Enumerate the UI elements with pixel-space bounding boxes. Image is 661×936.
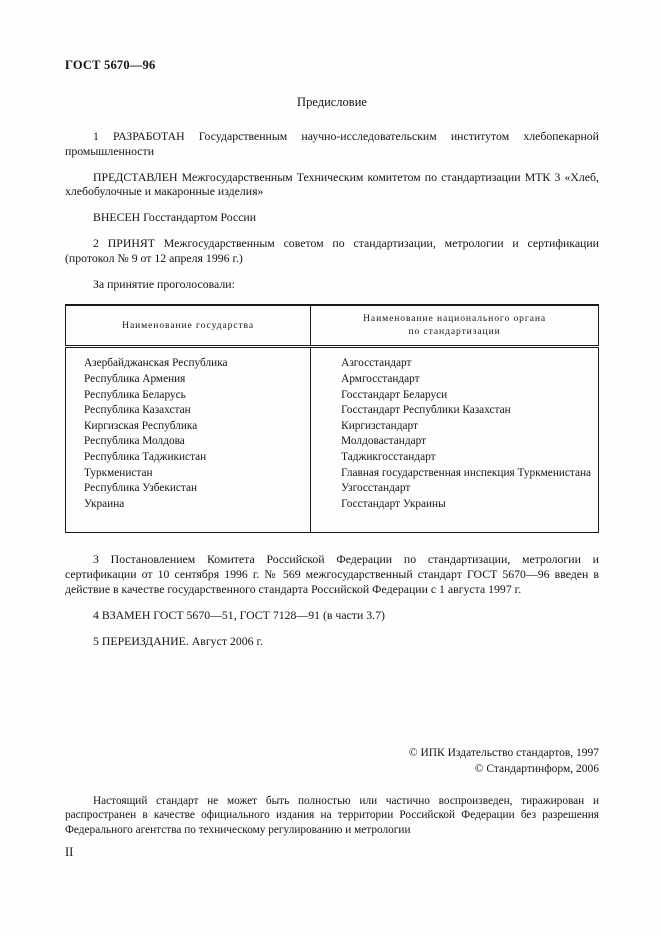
org-cell: Азгосстандарт (341, 357, 412, 370)
table-row (66, 481, 599, 497)
state-cell: Республика Беларусь (66, 388, 311, 404)
state-cell: Туркменистан (66, 466, 311, 482)
table-row (66, 497, 599, 533)
state-cell: Республика Армения (66, 372, 311, 388)
header-org-line2: по стандартизации (408, 325, 501, 337)
vote-table-header-org (311, 305, 599, 347)
table-row (66, 466, 599, 482)
org-cell: Госстандарт Беларуси (341, 388, 448, 401)
state-cell: Украина (66, 497, 311, 533)
table-row (66, 434, 599, 450)
copyright-line-2: © Стандартинформ, 2006 (474, 762, 599, 775)
org-cell: Таджикгосстандарт (341, 450, 436, 463)
state-cell: Республика Казахстан (66, 403, 311, 419)
page-content (65, 58, 599, 648)
state-cell: Республика Таджикистан (66, 450, 311, 466)
table-row (66, 347, 599, 372)
paragraph-submitted: ВНЕСЕН Госстандартом России (93, 210, 257, 225)
state-cell: Азербайджанская Республика (66, 347, 311, 372)
vote-table-header-state (66, 305, 311, 347)
table-row (66, 403, 599, 419)
restriction-note: Настоящий стандарт не может быть полностью или частично воспроизведен, тиражирован и распространен в качестве официального издания на территории Российской Федерации без разрешения Федерального агентства по техническому регулированию и метрологии (65, 794, 599, 836)
paragraph-vote-intro: За принятие проголосовали: (93, 276, 235, 291)
state-cell: Республика Узбекистан (66, 481, 311, 497)
header-state-label: Наименование государства (122, 319, 255, 331)
section-title: Предисловие (297, 95, 367, 109)
org-cell: Главная государственная инспекция Туркменистана (341, 466, 592, 479)
table-row (66, 372, 599, 388)
doc-code: ГОСТ 5670—96 (65, 58, 156, 72)
org-cell: Госстандарт Украины (341, 497, 446, 510)
paragraph-replaces: 4 ВЗАМЕН ГОСТ 5670—51, ГОСТ 7128—91 (в части 3.7) (93, 607, 385, 622)
org-cell: Госстандарт Республики Казахстан (341, 404, 511, 417)
org-cell: Армгосстандарт (341, 372, 420, 385)
org-cell: Узгосстандарт (341, 482, 411, 495)
table-row (66, 419, 599, 435)
copyright-line-1: © ИПК Издательство стандартов, 1997 (408, 747, 599, 759)
state-cell: Киргизская Республика (66, 419, 311, 435)
page-number: II (65, 845, 74, 859)
paragraph-decree: 3 Постановлением Комитета Российской Федерации по стандартизации, метрологии и сертификации от 10 сентября 1996 г. № 569 межгосударственный стандарт ГОСТ 5670—96 введен в действие в качестве государственного стандарта Российской Федерации с 1 августа 1997 г. (65, 552, 599, 596)
paragraph-adopted: 2 ПРИНЯТ Межгосударственным советом по стандартизации, метрологии и сертификации (протокол № 9 от 12 апреля 1996 г.) (65, 235, 599, 265)
copyright-block (65, 746, 599, 778)
page-footer (65, 746, 599, 837)
state-cell: Республика Молдова (66, 434, 311, 450)
paragraph-presented: ПРЕДСТАВЛЕН Межгосударственным Техническим комитетом по стандартизации МТК 3 «Хлеб, хлебобулочные и макаронные изделия» (65, 169, 599, 199)
org-cell: Молдовастандарт (341, 435, 427, 448)
vote-table (65, 304, 599, 533)
paragraph-developed: 1 РАЗРАБОТАН Государственным научно-исследовательским институтом хлебопекарной промышленности (65, 129, 599, 158)
paragraph-reissue: 5 ПЕРЕИЗДАНИЕ. Август 2006 г. (93, 633, 263, 648)
table-row (66, 388, 599, 404)
org-cell: Киргизстандарт (341, 419, 418, 432)
table-row (66, 450, 599, 466)
vote-table-header-row (66, 305, 599, 347)
header-org-line1: Наименование национального органа (363, 313, 547, 325)
